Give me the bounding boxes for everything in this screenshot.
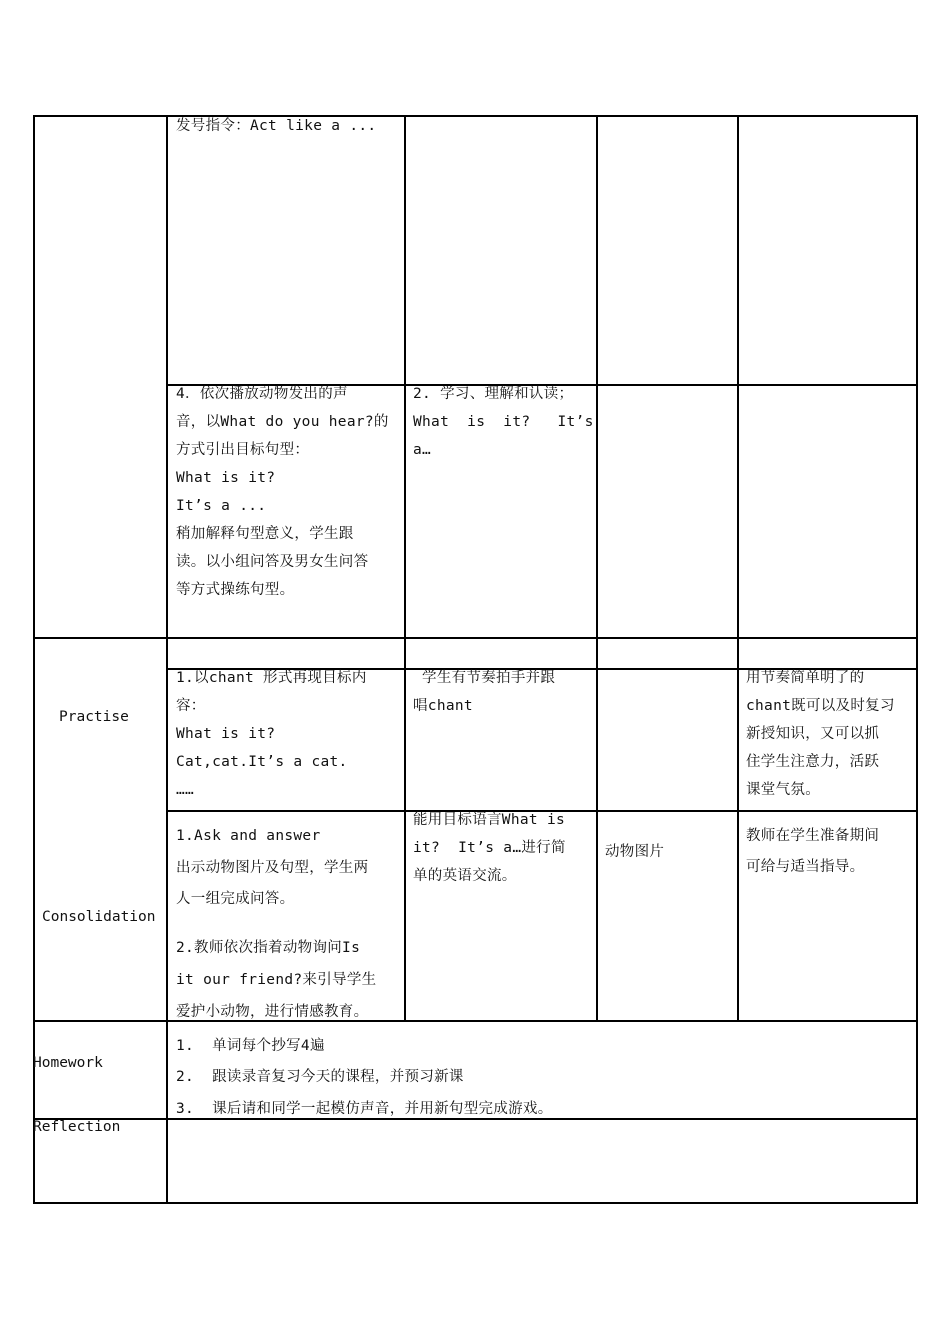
student-activity-text: 能用目标语言What is — [413, 812, 566, 828]
homework-item: 2. 跟读录音复习今天的课程，并预习新课 — [176, 1069, 464, 1085]
activity-text: 爱护小动物，进行情感教育。 — [176, 1004, 369, 1020]
student-activity-text: 学生有节奏拍手并跟 — [413, 670, 556, 686]
table-border-right — [916, 115, 918, 1204]
materials-text: 动物图片 — [605, 844, 665, 860]
homework-label: Homework — [33, 1055, 103, 1071]
student-activity-text: a… — [413, 442, 432, 458]
purpose-text: 用节奏简单明了的 — [746, 670, 865, 686]
column-divider — [166, 115, 168, 1204]
activity-text: 4．依次播放动物发出的声 — [176, 386, 348, 402]
activity-text: 读。以小组问答及男女生问答 — [176, 554, 369, 570]
activity-text: 稍加解释句型意义，学生跟 — [176, 526, 354, 542]
activity-text: it our friend?来引导学生 — [176, 972, 377, 988]
homework-item: 3. 课后请和同学一起模仿声音，并用新句型完成游戏。 — [176, 1101, 553, 1117]
activity-text: What is it? — [176, 726, 276, 742]
column-divider — [404, 115, 406, 1022]
activity-text: 人一组完成问答。 — [176, 891, 295, 907]
purpose-text: 可给与适当指导。 — [746, 859, 865, 875]
activity-text: 1.以chant 形式再现目标内 — [176, 670, 367, 686]
activity-text: 音，以What do you hear?的 — [176, 414, 389, 430]
activity-text: 发号指令：Act like a ... — [176, 118, 377, 134]
activity-text: 容： — [176, 698, 206, 714]
activity-text: What is it? — [176, 470, 276, 486]
purpose-text: 教师在学生准备期间 — [746, 828, 880, 844]
homework-item: 1. 单词每个抄写4遍 — [176, 1038, 325, 1054]
stage-label-practise: Practise — [59, 709, 129, 725]
activity-text: 方式引出目标句型： — [176, 442, 310, 458]
purpose-text: chant既可以及时复习 — [746, 698, 895, 714]
activity-text: 1.Ask and answer — [176, 828, 321, 844]
activity-text: It’s a ... — [176, 498, 267, 514]
activity-text: Cat,cat.It’s a cat. — [176, 754, 348, 770]
student-activity-text: 2. 学习、理解和认读； — [413, 386, 574, 402]
student-activity-text: 单的英语交流。 — [413, 868, 517, 884]
table-border-left — [33, 115, 35, 1204]
student-activity-text: What is it? It’s — [413, 414, 594, 430]
column-divider — [737, 115, 739, 1022]
purpose-text: 住学生注意力，活跃 — [746, 754, 880, 770]
activity-text: 出示动物图片及句型，学生两 — [176, 860, 369, 876]
student-activity-text: it? It’s a…进行简 — [413, 840, 566, 856]
activity-text: 等方式操练句型。 — [176, 582, 295, 598]
student-activity-text: 唱chant — [413, 698, 473, 714]
reflection-label: Reflection — [33, 1119, 121, 1135]
stage-label-consolidation: Consolidation — [42, 909, 156, 925]
column-divider — [596, 115, 598, 1022]
purpose-text: 课堂气氛。 — [746, 782, 820, 798]
purpose-text: 新授知识，又可以抓 — [746, 726, 880, 742]
activity-text: …… — [176, 782, 195, 798]
activity-text: 2.教师依次指着动物询问Is — [176, 940, 361, 956]
